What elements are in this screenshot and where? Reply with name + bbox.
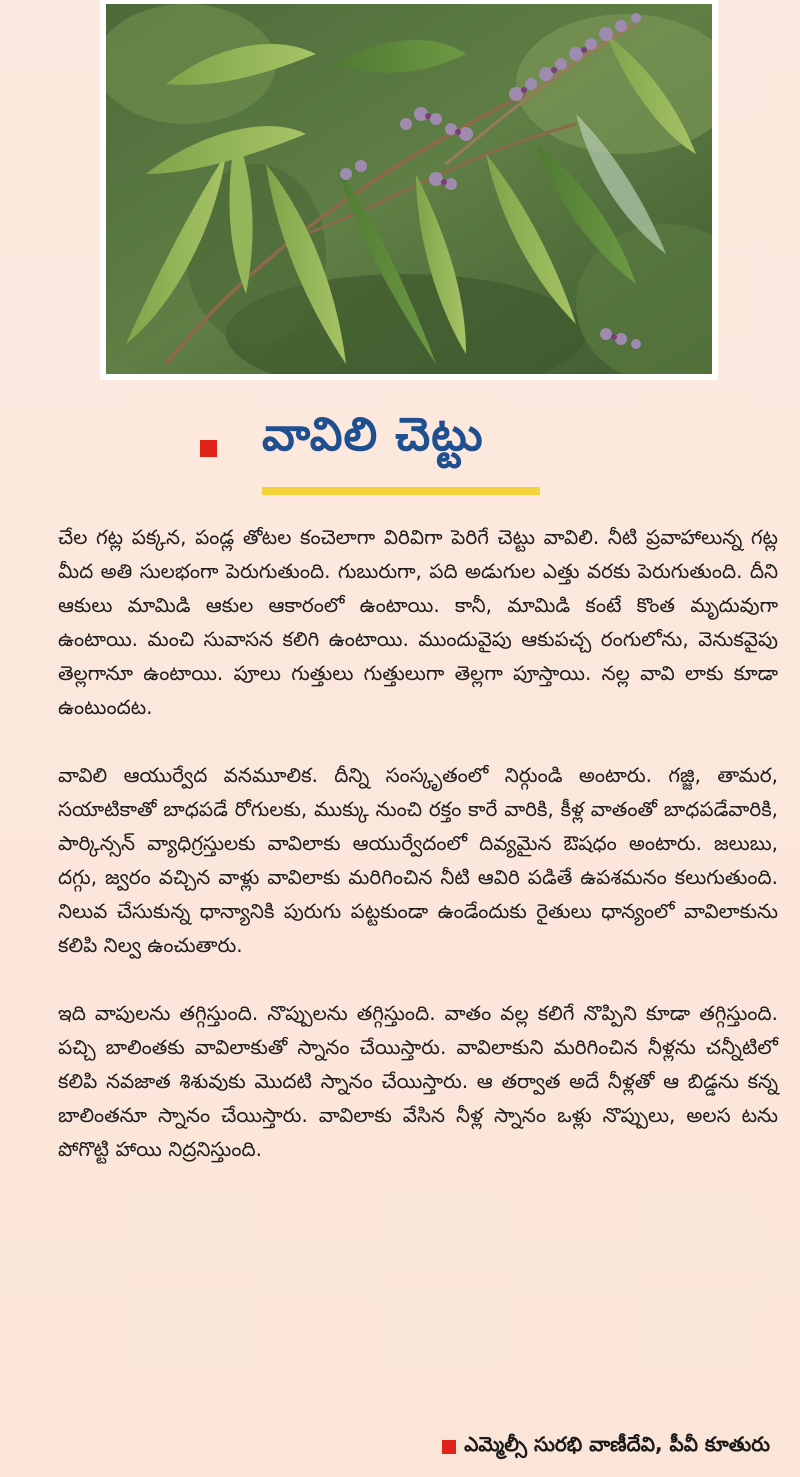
article-header <box>190 405 610 505</box>
paragraph-2: వావిలి ఆయుర్వేద వనమూలిక. దీన్ని సంస్కృతంలో నిర్గుండి అంటారు. గజ్జి, తామర, సయాటికాతో బాధపడే రోగులకు, ముక్కు నుంచి రక్తం కారే వారికి, కీళ్ల వాతంతో బాధపడేవారికి, పార్కిన్సన్ వ్యాధిగ్రస్తులకు వావిలాకు ఆయుర్వేదంలో దివ్యమైన ఔషధం అంటారు. జలుబు, దగ్గు, జ్వరం వచ్చిన వాళ్లు వావిలాకు మరిగించిన నీటి ఆవిరి పడితే ఉపశమనం కలుగుతుంది. నిలువ చేసుకున్న ధాన్యానికి పురుగు పట్టకుండా ఉండేందుకు రైతులు ధాన్యంలో వావిలాకును కలిపి నిల్వ ఉంచుతారు. <box>58 763 778 957</box>
author-name: ఎమ్మెల్సీ సురభి వాణీదేవి, పీవీ కూతురు <box>464 1432 770 1456</box>
title-bullet-icon <box>200 440 217 457</box>
plant-photo <box>100 0 718 380</box>
byline-bullet-icon <box>442 1440 456 1454</box>
paragraph-1: చేల గట్ల పక్కన, పండ్ల తోటల కంచెలాగా విరివిగా పెరిగే చెట్టు వావిలి. నీటి ప్రవాహాలున్న గట్ల మీద అతి సులభంగా పెరుగుతుంది. గుబురుగా, పది అడుగుల ఎత్తు వరకు పెరుగుతుంది. దీని ఆకులు మామిడి ఆకుల ఆకారంలో ఉంటాయి. కానీ, మామిడి కంటే కొంత మృదువుగా ఉంటాయి. మంచి సువాసన కలిగి ఉంటాయి. ముందువైపు ఆకుపచ్చ రంగులోను, వెనుకవైపు తెల్లగానూ ఉంటాయి. పూలు గుత్తులు గుత్తులుగా తెల్లగా పూస్తాయి. నల్ల వావి లాకు కూడా ఉంటుందట. <box>58 525 778 719</box>
article-title: వావిలి చెట్టు <box>262 407 484 461</box>
title-underline <box>262 487 540 495</box>
plant-photo-icon <box>106 4 712 374</box>
paragraph-3: ఇది వాపులను తగ్గిస్తుంది. నొప్పులను తగ్గిస్తుంది. వాతం వల్ల కలిగే నొప్పిని కూడా తగ్గిస్తుంది. పచ్చి బాలింతకు వావిలాకుతో స్నానం చేయిస్తారు. వావిలాకుని మరిగించిన నీళ్లను చన్నీటిలో కలిపి నవజాత శిశువుకు మొదటి స్నానం చేయిస్తారు. ఆ తర్వాత అదే నీళ్లతో ఆ బిడ్డను కన్న బాలింతనూ స్నానం చేయిస్తారు. వావిలాకు వేసిన నీళ్ల స్నానం ఒళ్లు నొప్పులు, అలస టను పోగొట్టి హాయి నిద్రనిస్తుంది. <box>58 1001 778 1161</box>
article-body <box>58 520 778 1200</box>
author-byline <box>442 1432 770 1461</box>
